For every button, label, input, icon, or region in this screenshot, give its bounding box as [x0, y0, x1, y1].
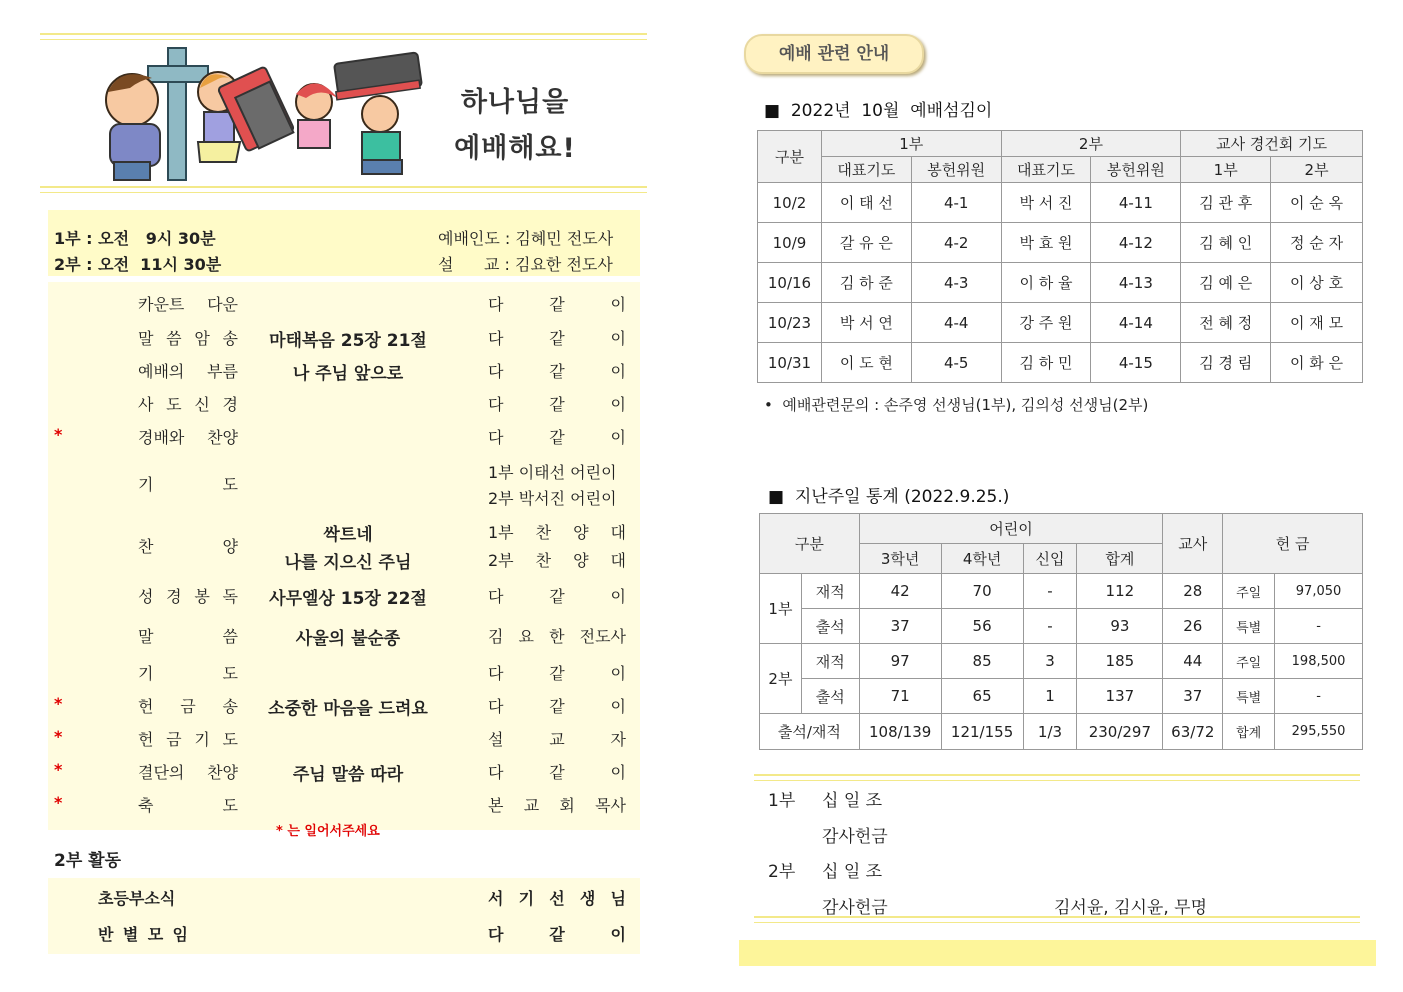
cell: 121/155	[941, 714, 1023, 750]
cell: 박 서 진	[1001, 183, 1091, 223]
cell: 박 서 연	[821, 303, 911, 343]
date-cell: 10/9	[758, 223, 822, 263]
date-cell: 10/31	[758, 343, 822, 383]
cell: 97	[859, 644, 941, 679]
activity-leader: 다 같 이	[488, 925, 626, 944]
order-row-prayer	[48, 456, 640, 514]
order-item-name: 헌 금 기 도	[138, 730, 238, 749]
col-volunteer: 봉헌위원	[911, 157, 1001, 183]
order-row	[48, 355, 640, 385]
cell: 재적	[801, 574, 859, 609]
cell: 108/139	[859, 714, 941, 750]
col-teacher-part1: 1부	[1181, 157, 1271, 183]
giving-top-divider	[754, 774, 1360, 781]
order-item-title: 마태복음 25장 21절	[269, 331, 427, 351]
table-row-total	[760, 714, 1363, 750]
order-item-leader: 다 같 이	[488, 362, 626, 381]
order-item-leader: 다 같 이	[488, 428, 626, 447]
order-item-name: 사 도 신 경	[138, 395, 238, 414]
giving-kind: 십 일 조	[822, 862, 883, 882]
cell: 이 상 호	[1271, 263, 1363, 303]
table-row	[758, 263, 1363, 303]
order-item-title: 주님 말씀 따라	[292, 765, 404, 785]
cell: 주일	[1223, 644, 1275, 679]
order-row	[48, 620, 640, 650]
cell: 4-5	[911, 343, 1001, 383]
order-item-name: 경배와 찬양	[138, 428, 238, 447]
activity-row	[48, 882, 640, 912]
order-row	[48, 756, 640, 786]
cell: 4-15	[1091, 343, 1181, 383]
cell: 97,050	[1275, 574, 1363, 609]
stand-marker: *	[54, 694, 63, 713]
cell: 주일	[1223, 574, 1275, 609]
col-rep-prayer: 대표기도	[1001, 157, 1091, 183]
giving-kind: 감사헌금	[822, 898, 888, 918]
cell: 박 효 원	[1001, 223, 1091, 263]
cell: 출석	[801, 679, 859, 714]
order-row	[48, 322, 640, 352]
order-item-title: 사무엘상 15장 22절	[269, 589, 427, 609]
part-cell: 2부	[760, 644, 802, 714]
cell: 4-1	[911, 183, 1001, 223]
cell: 112	[1077, 574, 1163, 609]
cell: 70	[941, 574, 1023, 609]
cell: 김 하 준	[821, 263, 911, 303]
stand-marker: *	[54, 793, 63, 812]
order-item-name: 말 씀 암 송	[138, 329, 238, 348]
cell: 4-13	[1091, 263, 1181, 303]
order-item-title: 사울의 불순종	[295, 629, 401, 649]
table-row	[758, 223, 1363, 263]
preacher: 설 교 : 김요한 전도사	[438, 255, 613, 274]
order-item-leader: 다 같 이	[488, 697, 626, 716]
cell: 42	[859, 574, 941, 609]
activity-heading: 2부 활동	[54, 851, 122, 871]
cell: 56	[941, 609, 1023, 644]
col-children: 어린이	[859, 514, 1163, 544]
footer-bar	[739, 940, 1376, 966]
order-item-leader-2: 2부 찬 양 대	[488, 551, 626, 570]
part-cell: 1부	[760, 574, 802, 644]
cell: 갈 유 은	[821, 223, 911, 263]
cell: 김 관 후	[1181, 183, 1271, 223]
order-row	[48, 288, 640, 318]
duty-heading: ■ 2022년 10월 예배섬김이	[764, 101, 993, 121]
order-row	[48, 723, 640, 753]
col-gubun: 구분	[760, 514, 860, 574]
cell: 63/72	[1163, 714, 1223, 750]
order-item-leader: 다 같 이	[488, 329, 626, 348]
col-grade4: 4학년	[941, 544, 1023, 574]
cell: 정 순 자	[1271, 223, 1363, 263]
order-row	[48, 580, 640, 610]
stand-marker: *	[54, 425, 63, 444]
order-item-name: 헌 금 송	[138, 697, 238, 716]
section-pill: 예배 관련 안내	[744, 34, 924, 74]
giving-kind: 감사헌금	[822, 827, 888, 847]
order-item-leader: 다 같 이	[488, 763, 626, 782]
date-cell: 10/2	[758, 183, 822, 223]
cell: 85	[941, 644, 1023, 679]
giving-part: 1부	[768, 791, 796, 811]
total-label: 출석/재적	[760, 714, 860, 750]
giving-row	[768, 857, 883, 882]
stand-marker: *	[54, 760, 63, 779]
cell: -	[1275, 609, 1363, 644]
duty-table	[757, 130, 1363, 383]
order-item-leader: 설 교 자	[488, 730, 626, 749]
order-item-leader: 김 요 한 전도사	[488, 627, 626, 646]
service2-time: 2부 : 오전 11시 30분	[54, 255, 222, 274]
cell: 4-12	[1091, 223, 1181, 263]
order-item-name: 말 씀	[138, 627, 238, 646]
activity-leader: 서 기 선 생 님	[488, 889, 626, 908]
cell: 이 태 선	[821, 183, 911, 223]
service1-time: 1부 : 오전 9시 30분	[54, 229, 216, 248]
cell: 65	[941, 679, 1023, 714]
col-teacher: 교사	[1163, 514, 1223, 574]
worship-leader: 예배인도 : 김혜민 전도사	[438, 229, 614, 248]
cell: 출석	[801, 609, 859, 644]
header-bottom-divider	[40, 186, 647, 193]
cell: 4-2	[911, 223, 1001, 263]
table-row	[758, 183, 1363, 223]
activity-name: 반 별 모 임	[98, 925, 188, 944]
order-row	[48, 789, 640, 819]
table-row	[760, 609, 1363, 644]
col-offering: 헌 금	[1223, 514, 1363, 574]
order-row	[48, 421, 640, 451]
cell: 4-14	[1091, 303, 1181, 343]
cell: 김 하 민	[1001, 343, 1091, 383]
cell: 이 도 현	[821, 343, 911, 383]
order-item-leader-2: 2부 박서진 어린이	[488, 489, 617, 508]
cell: 4-3	[911, 263, 1001, 303]
col-part1: 1부	[821, 131, 1001, 157]
cell: 합계	[1223, 714, 1275, 750]
col-gubun: 구분	[758, 131, 822, 183]
praise-song-1: 싹트네	[323, 525, 373, 545]
cell: 특별	[1223, 609, 1275, 644]
cell: 93	[1077, 609, 1163, 644]
order-item-leader-1: 1부 이태선 어린이	[488, 463, 617, 482]
col-grade3: 3학년	[859, 544, 941, 574]
top-divider	[40, 33, 647, 40]
order-item-title: 나 주님 앞으로	[292, 364, 404, 384]
contact-note: • 예배관련문의 : 손주영 선생님(1부), 김의성 선생님(2부)	[764, 396, 1149, 414]
cell: 44	[1163, 644, 1223, 679]
table-row	[760, 679, 1363, 714]
stats-heading: ■ 지난주일 통계 (2022.9.25.)	[768, 487, 1010, 507]
col-new: 신입	[1023, 544, 1077, 574]
order-item-name: 결단의 찬양	[138, 763, 238, 782]
cell: 이 하 율	[1001, 263, 1091, 303]
date-cell: 10/16	[758, 263, 822, 303]
hero-title	[430, 80, 600, 172]
order-row	[48, 690, 640, 720]
cell: -	[1023, 574, 1077, 609]
order-item-title: 소중한 마음을 드려요	[268, 699, 428, 719]
giving-part: 2부	[768, 862, 796, 882]
stats-table	[759, 513, 1363, 750]
giving-row	[768, 786, 883, 811]
date-cell: 10/23	[758, 303, 822, 343]
order-item-name: 찬 양	[138, 537, 238, 556]
cell: 230/297	[1077, 714, 1163, 750]
table-row	[758, 343, 1363, 383]
stand-marker: *	[54, 727, 63, 746]
cell: 이 재 모	[1271, 303, 1363, 343]
order-item-leader-1: 1부 찬 양 대	[488, 523, 626, 542]
cell: 김 예 은	[1181, 263, 1271, 303]
hero-title-line1: 하나님을	[460, 87, 570, 118]
cell: 1	[1023, 679, 1077, 714]
col-part2: 2부	[1001, 131, 1181, 157]
order-item-name: 기 도	[138, 664, 238, 683]
order-item-name: 기 도	[138, 475, 238, 494]
order-item-leader: 본 교 회 목사	[488, 796, 626, 815]
stand-note: * 는 일어서주세요	[276, 824, 380, 839]
praise-song-2: 나를 지으신 주님	[284, 553, 412, 573]
order-item-name: 성 경 봉 독	[138, 587, 238, 606]
table-row	[758, 303, 1363, 343]
cell: 재적	[801, 644, 859, 679]
cell: 37	[859, 609, 941, 644]
col-teacher-prayer: 교사 경건회 기도	[1181, 131, 1363, 157]
cell: 특별	[1223, 679, 1275, 714]
cell: 이 화 은	[1271, 343, 1363, 383]
cell: 김 혜 인	[1181, 223, 1271, 263]
order-row-praise	[48, 516, 640, 574]
cell: 198,500	[1275, 644, 1363, 679]
cell: 3	[1023, 644, 1077, 679]
cell: 185	[1077, 644, 1163, 679]
table-row	[760, 644, 1363, 679]
hero-title-line2: 예배해요!	[454, 133, 576, 164]
activity-row	[48, 918, 640, 948]
order-item-leader: 다 같 이	[488, 664, 626, 683]
giving-names: 김서윤, 김시윤, 무명	[1054, 898, 1207, 918]
children-illustration	[100, 44, 440, 184]
cell: 4-11	[1091, 183, 1181, 223]
activity-name: 초등부소식	[98, 889, 176, 908]
cell: 137	[1077, 679, 1163, 714]
order-item-leader: 다 같 이	[488, 587, 626, 606]
cell: 295,550	[1275, 714, 1363, 750]
order-item-name: 카운트 다운	[138, 295, 238, 314]
cell: 1/3	[1023, 714, 1077, 750]
cell: 26	[1163, 609, 1223, 644]
giving-bottom-divider	[754, 916, 1360, 923]
order-item-name: 예배의 부름	[138, 362, 238, 381]
cell: 이 순 옥	[1271, 183, 1363, 223]
order-item-leader: 다 같 이	[488, 395, 626, 414]
col-teacher-part2: 2부	[1271, 157, 1363, 183]
cell: -	[1023, 609, 1077, 644]
order-item-name: 축 도	[138, 796, 238, 815]
order-row	[48, 657, 640, 687]
col-rep-prayer: 대표기도	[821, 157, 911, 183]
cell: 37	[1163, 679, 1223, 714]
cell: 4-4	[911, 303, 1001, 343]
cell: 강 주 원	[1001, 303, 1091, 343]
order-row	[48, 388, 640, 418]
col-sum: 합계	[1077, 544, 1163, 574]
cell: 김 경 림	[1181, 343, 1271, 383]
cell: 71	[859, 679, 941, 714]
cell: -	[1275, 679, 1363, 714]
table-row	[760, 574, 1363, 609]
cell: 28	[1163, 574, 1223, 609]
col-volunteer: 봉헌위원	[1091, 157, 1181, 183]
cell: 전 혜 정	[1181, 303, 1271, 343]
order-item-leader: 다 같 이	[488, 295, 626, 314]
giving-kind: 십 일 조	[822, 791, 883, 811]
